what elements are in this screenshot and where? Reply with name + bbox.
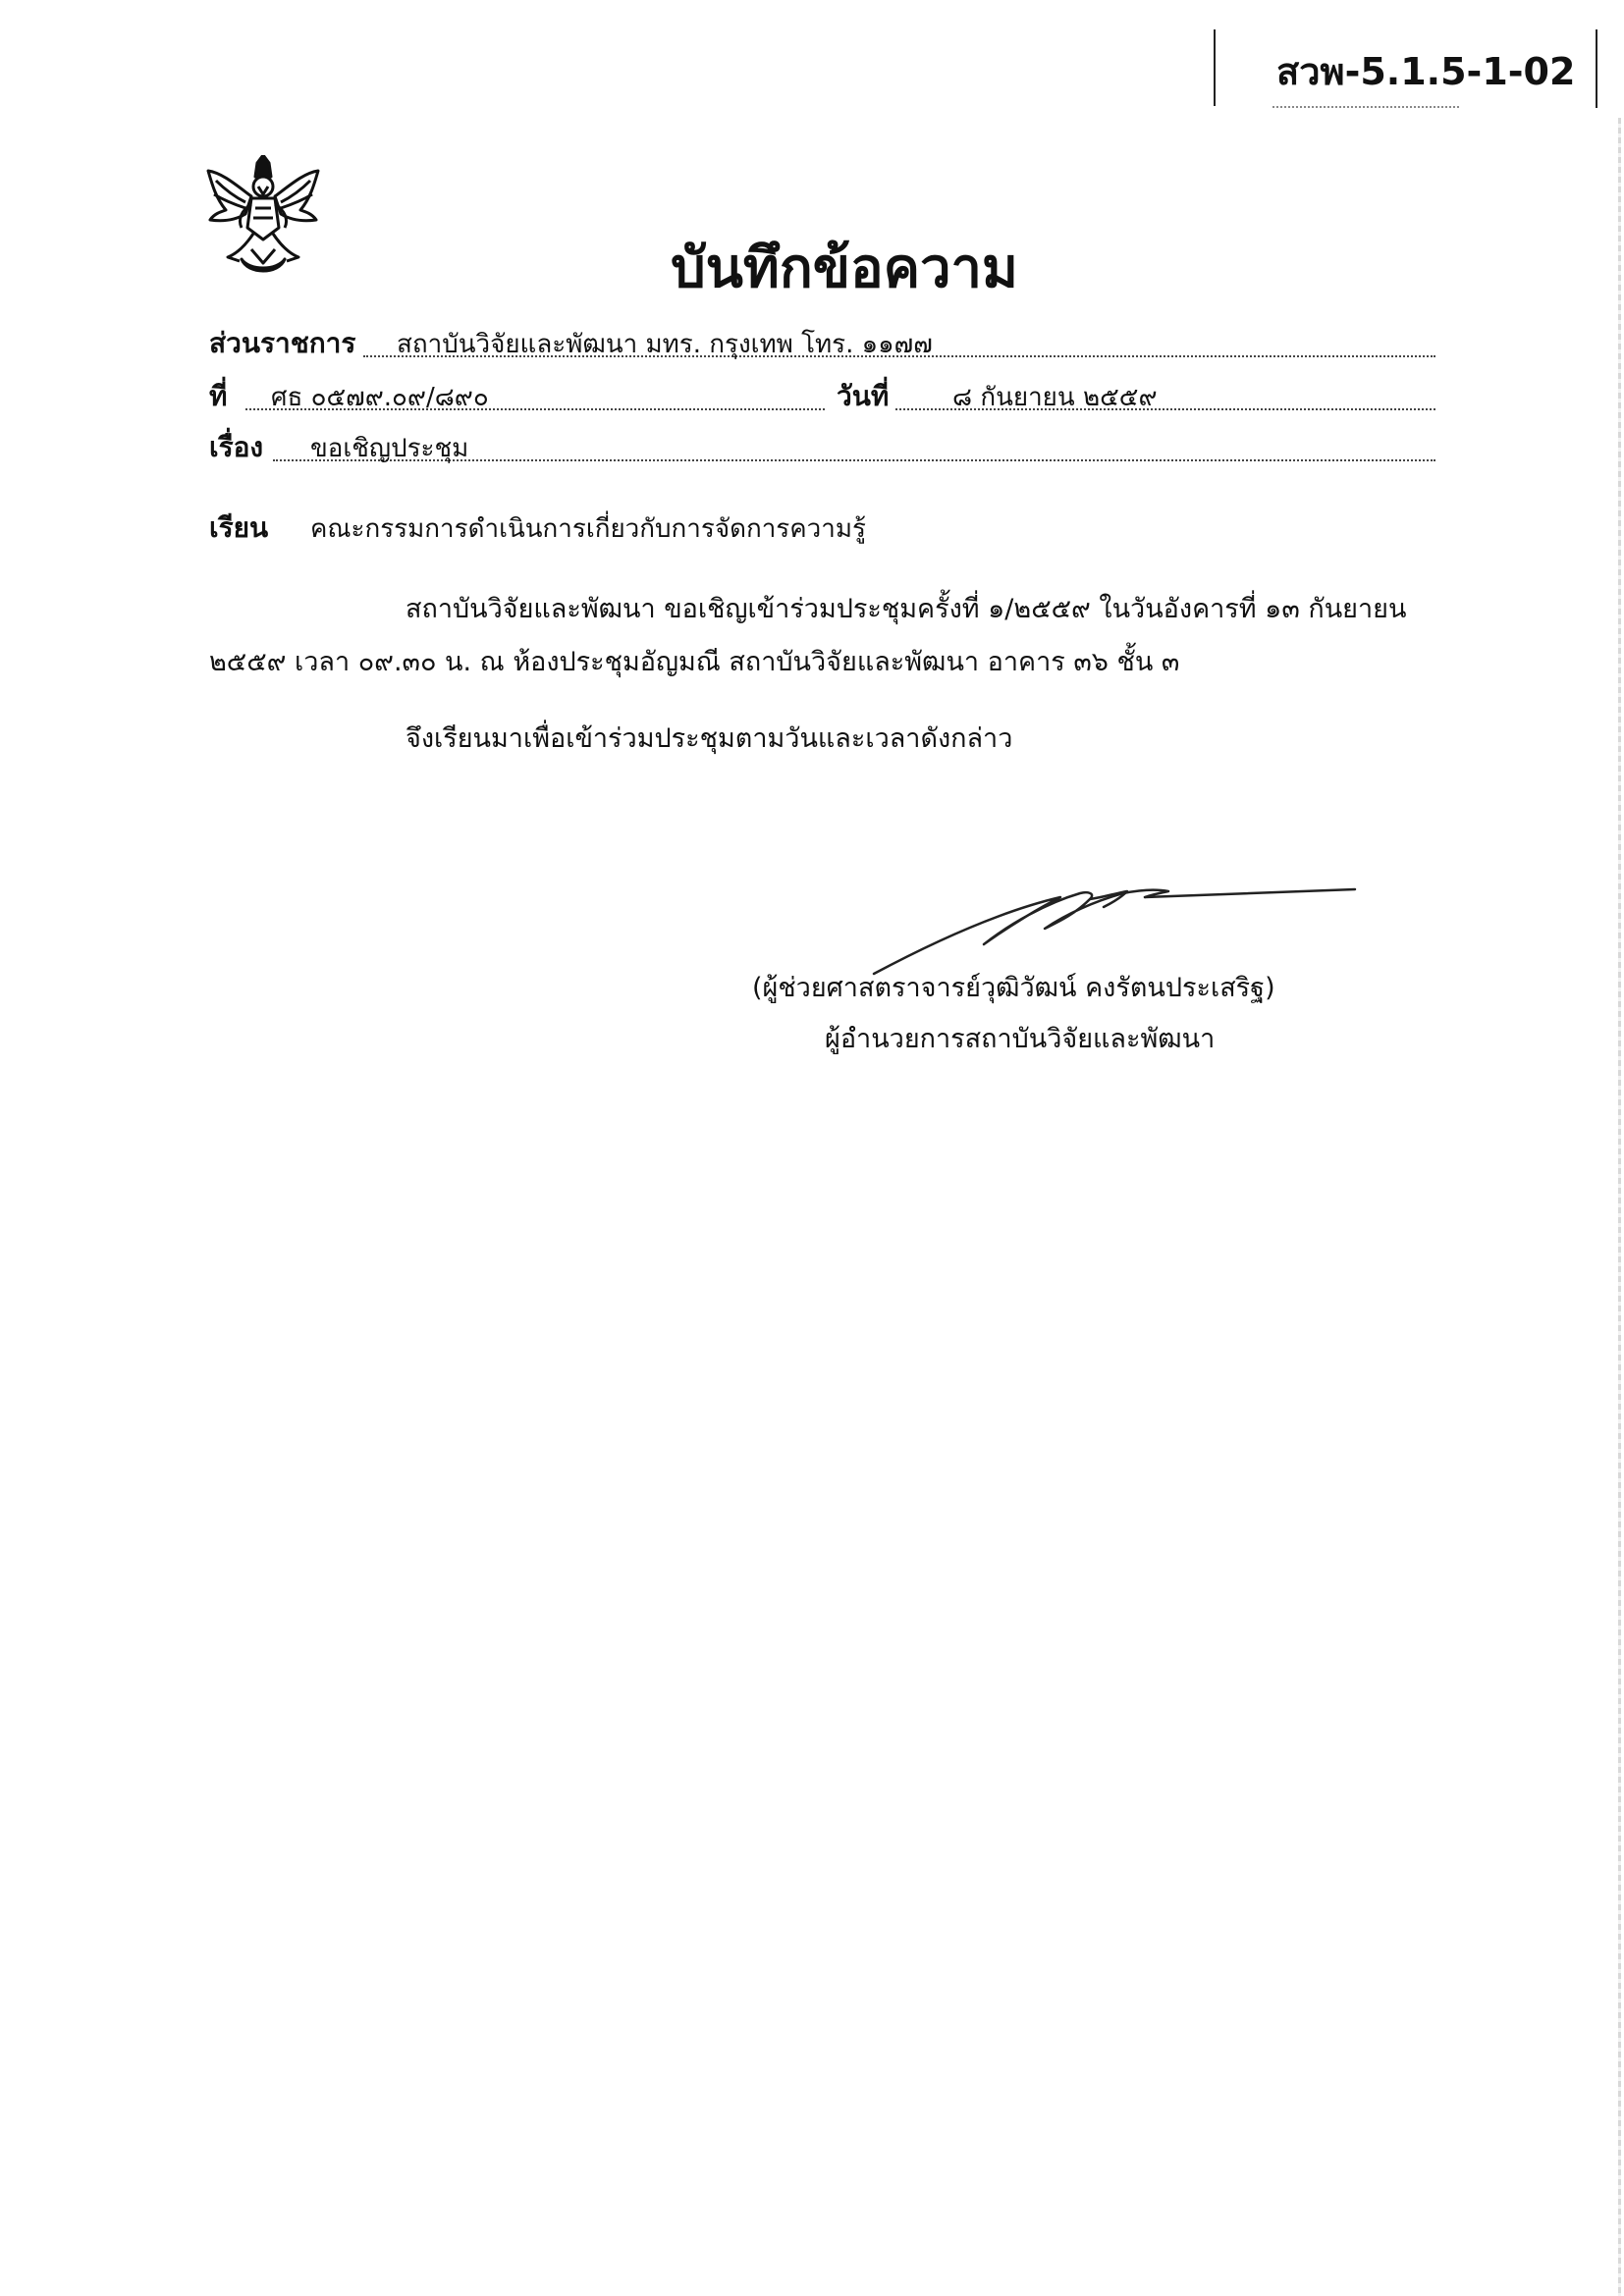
code-box-right-border — [1596, 29, 1597, 108]
agency-value: สถาบันวิจัยและพัฒนา มทร. กรุงเทพ โทร. ๑๑๗๗ — [397, 330, 933, 359]
recipient-value: คณะกรรมการดำเนินการเกี่ยวกับการจัดการความรู้ — [310, 514, 866, 544]
date-value: ๘ กันยายน ๒๕๕๙ — [952, 383, 1158, 412]
subject-label: เรื่อง — [209, 431, 264, 463]
body-paragraph-1-line-1: สถาบันวิจัยและพัฒนา ขอเชิญเข้าร่วมประชุมครั้งที่ ๑/๒๕๕๙ ในวันอังคารที่ ๑๓ กันยายน — [406, 594, 1407, 624]
agency-label: ส่วนราชการ — [209, 327, 356, 359]
page-title: บันทึกข้อความ — [671, 237, 1018, 300]
reference-label: ที่ — [209, 380, 228, 412]
recipient-label: เรียน — [209, 511, 269, 544]
signatory-name: (ผู้ช่วยศาสตราจารย์วุฒิวัฒน์ คงรัตนประเสริฐ) — [752, 973, 1275, 1003]
code-box-left-border — [1214, 29, 1216, 106]
body-paragraph-1-line-2: ๒๕๕๙ เวลา ๐๙.๓๐ น. ณ ห้องประชุมอัญมณี สถาบันวิจัยและพัฒนา อาคาร ๓๖ ชั้น ๓ — [209, 647, 1180, 677]
date-label: วันที่ — [837, 380, 890, 412]
reference-value: ศธ ๐๕๗๙.๐๙/๘๙๐ — [271, 383, 489, 412]
document-code-underline — [1272, 106, 1459, 108]
scan-edge-line — [1618, 118, 1621, 2296]
body-paragraph-2: จึงเรียนมาเพื่อเข้าร่วมประชุมตามวันและเวลาดังกล่าว — [406, 723, 1013, 754]
subject-value: ขอเชิญประชุม — [310, 434, 469, 463]
signatory-position: ผู้อำนวยการสถาบันวิจัยและพัฒนา — [825, 1024, 1216, 1054]
document-code: สวพ-5.1.5-1-02 — [1276, 50, 1576, 93]
